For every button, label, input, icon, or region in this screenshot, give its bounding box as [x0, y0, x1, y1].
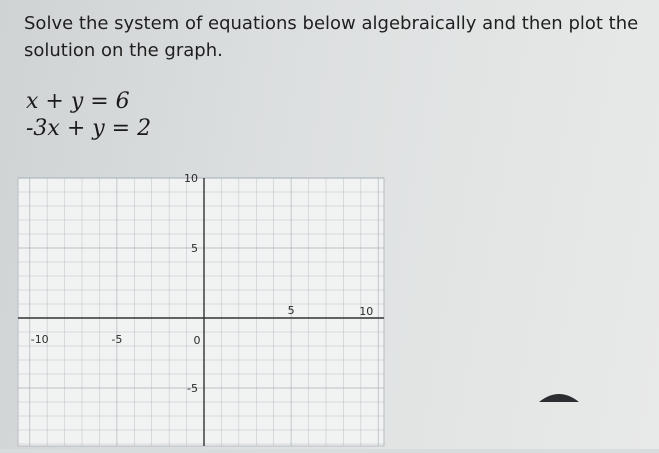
graph-canvas[interactable] [0, 170, 390, 449]
y-tick-label: 5 [191, 242, 198, 255]
y-tick-label: 10 [184, 172, 198, 185]
equation-1: x + y = 6 [26, 89, 130, 114]
dome-marker-icon [537, 390, 581, 404]
x-tick-label: -10 [30, 333, 49, 346]
graph-paper [18, 178, 384, 446]
x-tick-label: 0 [193, 334, 201, 347]
x-tick-label: -5 [111, 333, 123, 346]
y-tick-label: -5 [187, 382, 198, 395]
x-tick-label: 5 [287, 304, 295, 317]
x-tick-label: 10 [359, 305, 374, 318]
question-prompt: Solve the system of equations below algebraically and then plot the solution on the graph. [24, 13, 639, 61]
equation-list [26, 88, 151, 142]
coordinate-plane[interactable] [0, 170, 390, 449]
equation-2: -3x + y = 2 [26, 116, 152, 141]
